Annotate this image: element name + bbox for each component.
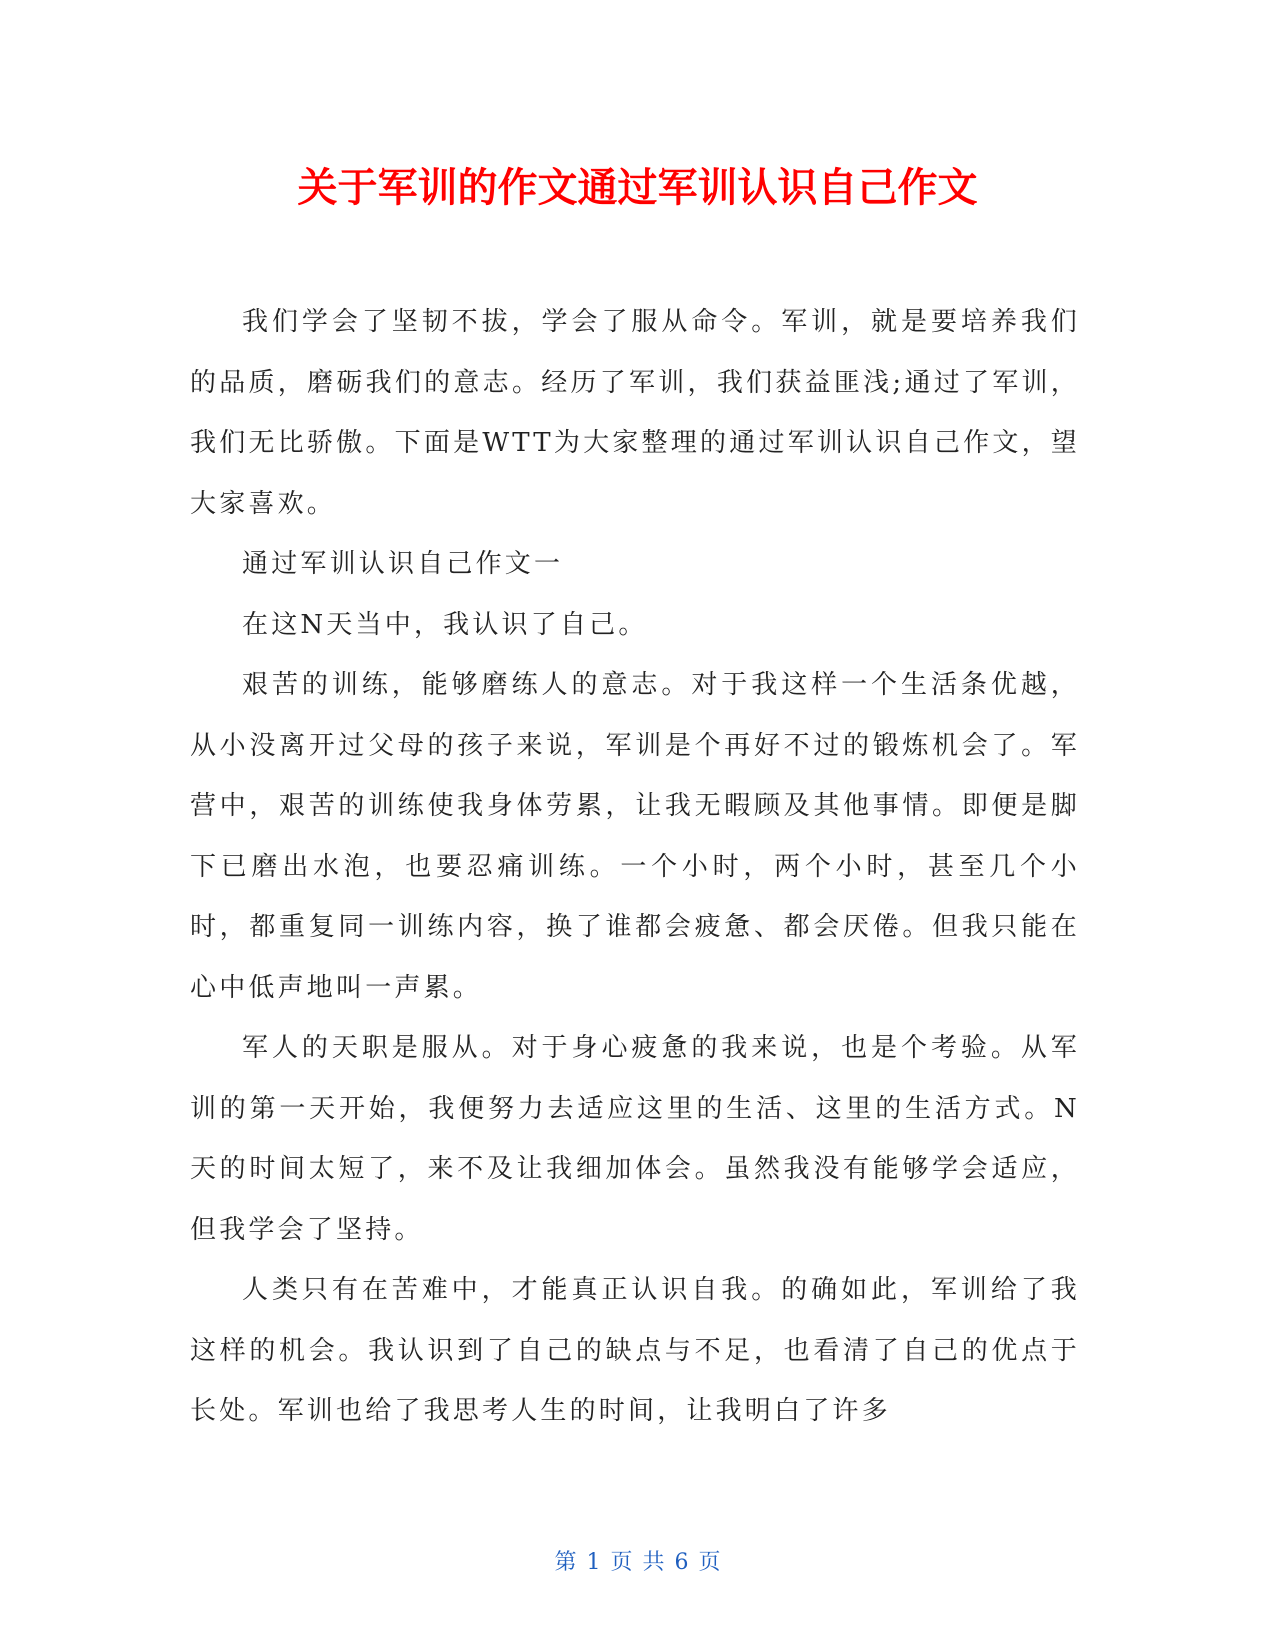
paragraph: 军人的天职是服从。对于身心疲惫的我来说，也是个考验。从军训的第一天开始，我便努力去适应这里的生活、这里的生活方式。N天的时间太短了，来不及让我细加体会。虽然我没有能够学会适应，但我学会了坚持。 [190, 1033, 1080, 1245]
paragraph-intro: 我们学会了坚韧不拔，学会了服从命令。军训，就是要培养我们的品质，磨砺我们的意志。经历了军训，我们获益匪浅;通过了军训，我们无比骄傲。下面是WTT为大家整理的通过军训认识自己作文，望大家喜欢。 [190, 307, 1080, 519]
page-footer [0, 1548, 1275, 1578]
footer-total-pages: 6 [674, 1550, 689, 1575]
footer-page-unit: 页 [610, 1550, 633, 1575]
footer-page-label: 第 [554, 1550, 577, 1575]
document-body [190, 292, 1080, 1442]
footer-total-label: 共 [642, 1550, 665, 1575]
paragraph: 人类只有在苦难中，才能真正认识自我。的确如此，军训给了我这样的机会。我认识到了自己的缺点与不足，也看清了自己的优点于长处。军训也给了我思考人生的时间，让我明白了许多 [190, 1275, 1080, 1426]
section-heading: 通过军训认识自己作文一 [242, 549, 564, 579]
paragraph: 在这N天当中，我认识了自己。 [242, 609, 648, 640]
paragraph: 艰苦的训练，能够磨练人的意志。对于我这样一个生活条优越，从小没离开过父母的孩子来说，军训是个再好不过的锻炼机会了。军营中，艰苦的训练使我身体劳累，让我无暇顾及其他事情。即便是脚下已磨出水泡，也要忍痛训练。一个小时，两个小时，甚至几个小时，都重复同一训练内容，换了谁都会疲惫、都会厌倦。但我只能在心中低声地叫一声累。 [190, 670, 1080, 1003]
document-title: 关于军训的作文通过军训认识自己作文 [297, 165, 978, 211]
footer-current-page: 1 [586, 1550, 601, 1575]
footer-total-unit: 页 [698, 1550, 721, 1575]
